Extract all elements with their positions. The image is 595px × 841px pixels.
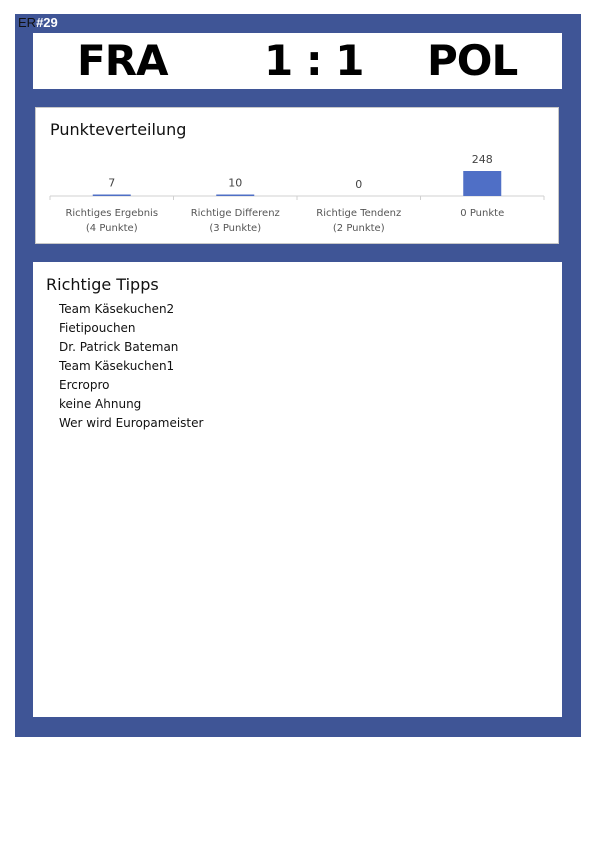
category-tick-label: Richtiges Ergebnis (65, 208, 159, 219)
tip-list-item: keine Ahnung (59, 397, 142, 411)
correct-tips-title: Richtige Tipps (46, 275, 159, 294)
category-tick-label: 0 Punkte (460, 208, 505, 219)
tip-list-item: Team Käsekuchen2 (59, 302, 175, 316)
bar-value-label: 0 (355, 178, 363, 191)
chart-bar (463, 171, 501, 196)
category-tick-label: (3 Punkte) (209, 223, 262, 234)
points-distribution-panel (35, 107, 559, 244)
chart-bar (93, 195, 131, 197)
category-tick-label: (4 Punkte) (85, 223, 138, 234)
bar-value-label: 248 (471, 153, 493, 166)
tip-list-item: Ercropro (59, 378, 110, 392)
tip-list-item: Fietipouchen (59, 321, 136, 335)
tip-list-item: Wer wird Europameister (59, 416, 204, 430)
points-distribution-chart (36, 108, 558, 243)
tip-list-item: Team Käsekuchen1 (59, 359, 175, 373)
tip-list-item: Dr. Patrick Bateman (59, 340, 179, 354)
chart-bar (216, 195, 254, 197)
home-team: FRA (77, 36, 168, 85)
category-tick-label: Richtige Differenz (190, 208, 280, 219)
scoreboard (33, 33, 562, 89)
bar-value-label: 10 (228, 176, 243, 190)
away-team: POL (427, 36, 518, 85)
category-tick-label: (2 Punkte) (332, 223, 385, 234)
bar-value-label: 7 (108, 176, 116, 190)
category-tick-label: Richtige Tendenz (316, 208, 402, 219)
correct-tips-panel (33, 262, 562, 717)
tag-number: #29 (36, 15, 58, 30)
match-tag (18, 15, 58, 31)
chart-title: Punkteverteilung (50, 120, 187, 139)
correct-tips-list (59, 300, 203, 433)
tag-prefix: ER (18, 15, 37, 30)
match-score: 1 : 1 (264, 36, 364, 85)
